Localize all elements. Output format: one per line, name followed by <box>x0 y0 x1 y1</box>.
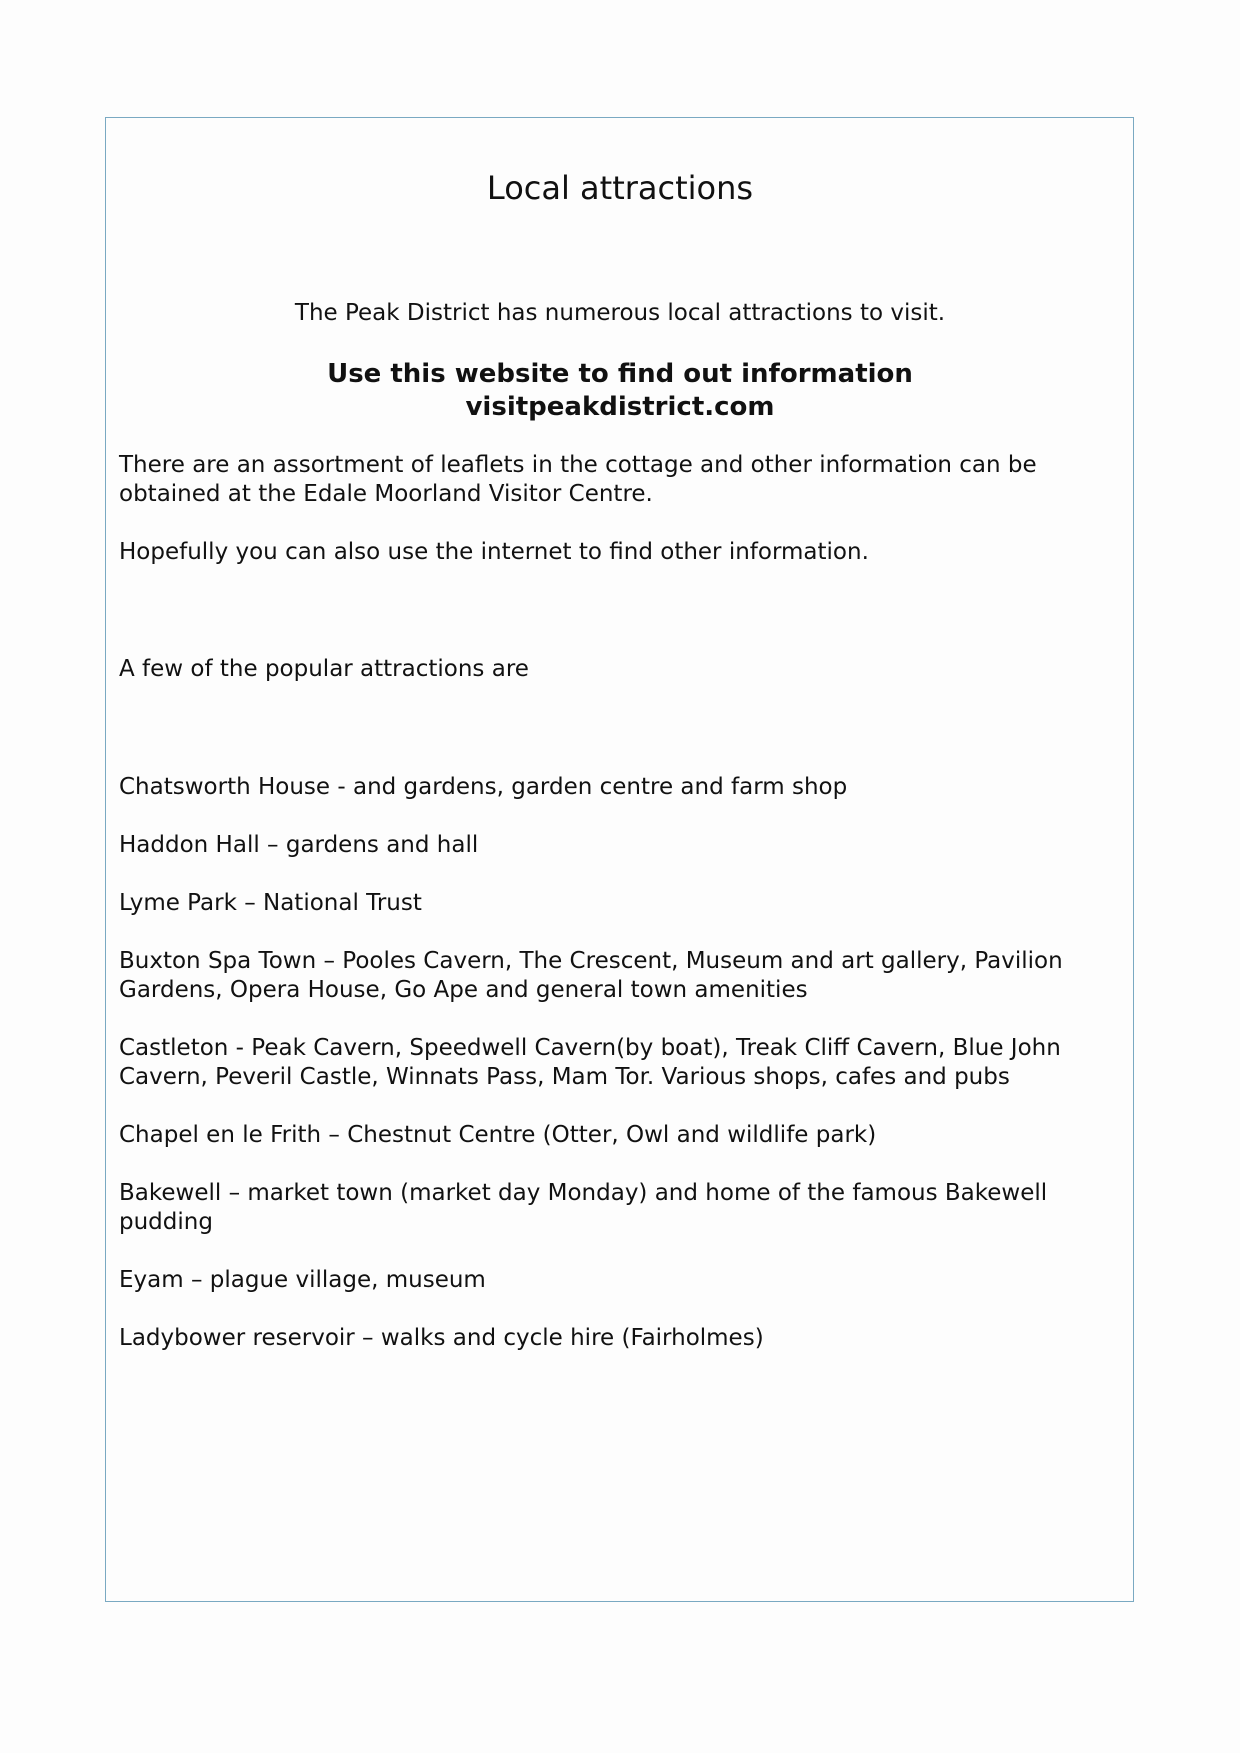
popular-attractions-intro: A few of the popular attractions are <box>119 656 529 682</box>
list-item: Ladybower reservoir – walks and cycle hire (Fairholmes) <box>119 1325 764 1351</box>
intro-text: The Peak District has numerous local attractions to visit. <box>294 300 946 326</box>
page-title: Local attractions <box>486 169 754 207</box>
list-item: Bakewell – market town (market day Monday) and home of the famous Bakewell pudding <box>119 1180 1048 1235</box>
attractions-list <box>119 773 1129 1382</box>
leaflets-paragraph: There are an assortment of leaflets in the cottage and other information can be obtained at the Edale Moorland Visitor Centre. <box>119 452 1037 507</box>
website-callout-line: Use this website to find out information <box>327 359 913 389</box>
list-item: Castleton - Peak Cavern, Speedwell Cavern(by boat), Treak Cliff Cavern, Blue John Cavern, Peveril Castle, Winnats Pass, Mam Tor. Various shops, cafes and pubs <box>119 1035 1061 1090</box>
list-item: Lyme Park – National Trust <box>119 890 422 916</box>
list-item: Chatsworth House - and gardens, garden centre and farm shop <box>119 774 848 800</box>
list-item: Eyam – plague village, museum <box>119 1267 486 1293</box>
list-item: Chapel en le Frith – Chestnut Centre (Otter, Owl and wildlife park) <box>119 1122 877 1148</box>
website-callout <box>0 358 1240 424</box>
list-item: Haddon Hall – gardens and hall <box>119 832 479 858</box>
list-item: Buxton Spa Town – Pooles Cavern, The Crescent, Museum and art gallery, Pavilion Gardens, Opera House, Go Ape and general town amenities <box>119 948 1063 1003</box>
website-url: visitpeakdistrict.com <box>465 392 775 422</box>
internet-paragraph: Hopefully you can also use the internet to find other information. <box>119 539 869 565</box>
